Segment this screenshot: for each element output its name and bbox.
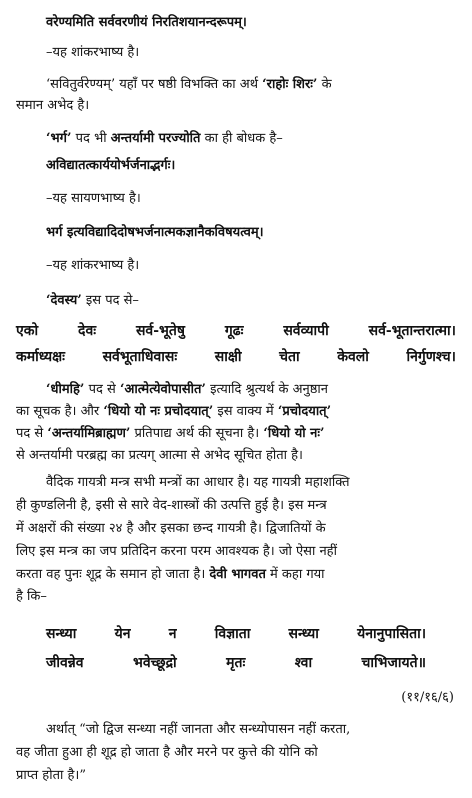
text: अर्थात् “जो द्विज सन्ध्या नहीं जानता और सन्ध्योपासन नहीं करता, (46, 722, 351, 737)
text: का सूचक है। और (16, 404, 104, 419)
paragraph-line (46, 381, 456, 399)
text: लिए इस मन्त्र का जप प्रतिदिन करना परम आवश्यक है। जो ऐसा नहीं (16, 544, 337, 559)
text: ही कुण्डलिनी है, इसी से सारे वेद-शास्त्रों की उत्पत्ति हुई है। इस मन्त्र (16, 498, 327, 513)
text: करता वह पुनः शूद्र के समान हो जाता है। (16, 567, 210, 582)
text: से अन्तर्यामी परब्रह्म का प्रत्यग् आत्मा से अभेद सूचित होता है। (16, 448, 303, 463)
text: पद भी (71, 131, 111, 146)
quote-line-shankara-1 (46, 14, 456, 32)
text: प्राप्त होता है।” (16, 768, 86, 783)
attribution-sayana (46, 190, 456, 208)
paragraph-line (16, 403, 456, 421)
verse-line-3 (46, 625, 426, 643)
emphasis: देवी भागवत (209, 567, 266, 582)
text: सन्ध्या येन न विज्ञाता सन्ध्या येनानुपासिता। (46, 626, 426, 642)
emphasis: अन्तर्यामी परज्योति (110, 131, 201, 146)
paragraph-line (16, 520, 456, 538)
paragraph-line (16, 447, 456, 465)
paragraph-line (46, 292, 456, 310)
attribution-shankara-1 (46, 44, 456, 62)
text: वरेण्यमिति सर्ववरणीयं निरतिशयानन्दरूपम्। (46, 15, 247, 30)
text: –यह शांकरभाष्य है। (46, 45, 140, 60)
paragraph-line (16, 497, 456, 515)
text: ‘सवितुर्वरेण्यम्’ यहाँ पर षष्ठी विभक्ति का अर्थ (46, 77, 263, 92)
text: है कि– (16, 589, 47, 604)
paragraph-line (16, 566, 456, 584)
emphasis: ‘धियो यो नः’ (263, 426, 325, 441)
emphasis: ‘धियो यो नः प्रचोदयात्’ (103, 404, 214, 419)
text: के (317, 77, 332, 92)
verse-line-4 (46, 654, 426, 672)
emphasis: ‘देवस्य’ (46, 293, 82, 308)
text: –यह शांकरभाष्य है। (46, 258, 140, 273)
emphasis: ‘अन्तर्यामिब्राह्मण’ (47, 426, 131, 441)
paragraph-line (16, 425, 456, 443)
emphasis: ‘भर्ग’ (46, 131, 72, 146)
paragraph-line (46, 474, 456, 492)
quote-line-sayana (46, 157, 456, 175)
text: इस वाक्य में (213, 404, 278, 419)
paragraph-line (46, 721, 456, 739)
text: इत्यादि श्रुत्यर्थ के अनुष्ठान (205, 382, 329, 397)
text: (११/१६/६) (401, 690, 454, 705)
paragraph-line (46, 130, 456, 148)
paragraph-line (16, 543, 456, 561)
verse-line-2 (16, 348, 456, 366)
paragraph-line (16, 767, 456, 785)
emphasis: ‘राहोः शिरः’ (262, 77, 318, 92)
paragraph-line (16, 97, 456, 115)
emphasis: ‘आत्मेत्येवोपासीत’ (119, 382, 206, 397)
text: में कहा गया (265, 567, 325, 582)
text: पद से (16, 426, 48, 441)
text: जीवन्नेव भवेच्छूद्रो मृतः श्वा चाभिजायते॥ (46, 655, 426, 671)
text: का ही बोधक है– (200, 131, 283, 146)
verse-reference (401, 689, 454, 707)
paragraph-line (16, 588, 456, 606)
emphasis: ‘धीमहि’ (46, 382, 85, 397)
text: अविद्यातत्कार्ययोर्भर्जनाद्भर्गः। (46, 158, 176, 173)
paragraph-line (16, 744, 456, 762)
text: वैदिक गायत्री मन्त्र सभी मन्त्रों का आधार है। यह गायत्री महाशक्ति (46, 475, 350, 490)
text: वह जीता हुआ ही शूद्र हो जाता है और मरने पर कुत्ते की योनि को (16, 745, 318, 760)
attribution-shankara-2 (46, 257, 456, 275)
text: समान अभेद है। (16, 98, 90, 113)
text: –यह सायणभाष्य है। (46, 191, 141, 206)
text: कर्माध्यक्षः सर्वभूताधिवासः साक्षी चेता केवलो निर्गुणश्च। (16, 349, 456, 365)
text: एको देवः सर्व-भूतेषु गूढः सर्वव्यापी सर्व-भूतान्तरात्मा। (16, 323, 456, 339)
text: भर्ग इत्यविद्यादिदोषभर्जनात्मकज्ञानैकविषयत्वम्। (46, 225, 264, 240)
text: प्रतिपाद्य अर्थ की सूचना है। (130, 426, 264, 441)
text: इस पद से– (81, 293, 139, 308)
emphasis: ‘प्रचोदयात्’ (277, 404, 332, 419)
text: में अक्षरों की संख्या २४ है और इसका छन्द गायत्री है। द्विजातियों के (16, 521, 326, 536)
text: पद से (84, 382, 120, 397)
verse-line-1 (16, 322, 456, 340)
paragraph-line (46, 76, 456, 94)
quote-line-shankara-2 (46, 224, 456, 242)
